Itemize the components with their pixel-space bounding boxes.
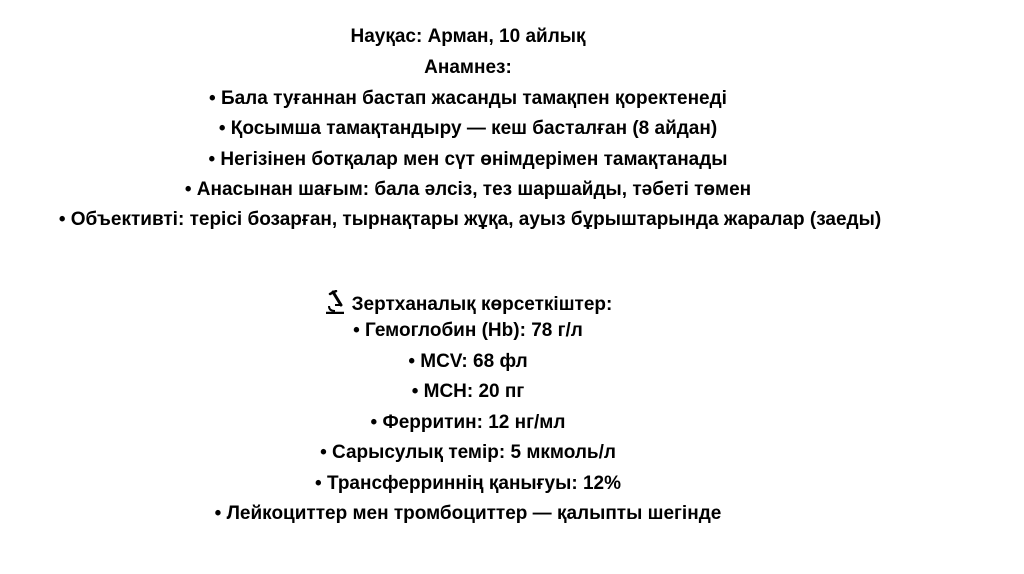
anamnesis-item-diet: • Негізінен ботқалар мен сүт өнімдерімен тамақтанады: [208, 149, 728, 170]
labs-heading: Зертханалық көрсеткіштер:: [351, 294, 613, 315]
anamnesis-item-feeding: • Бала туғаннан бастап жасанды тамақпен қоректенеді: [209, 88, 727, 109]
lab-item-wbc-platelets: • Лейкоциттер мен тромбоциттер — қалыпты шегінде: [214, 503, 722, 524]
lab-item-transferrin-saturation: • Трансферриннің қанығуы: 12%: [315, 473, 621, 494]
anamnesis-item-objective: • Объективті: терісі бозарған, тырнақтары жұқа, ауыз бұрыштарында жаралар (заеды): [58, 209, 882, 230]
anamnesis-item-complementary: • Қосымша тамақтандыру — кеш басталған (8 айдан): [218, 118, 718, 139]
lab-item-ferritin: • Ферритин: 12 нг/мл: [370, 412, 566, 433]
microscope-icon: [324, 290, 346, 314]
lab-item-hb: • Гемоглобин (Hb): 78 г/л: [353, 320, 583, 341]
lab-item-mch: • MCH: 20 пг: [411, 381, 525, 402]
patient-title: Науқас: Арман, 10 айлық: [350, 26, 586, 47]
lab-item-serum-iron: • Сарысулық темір: 5 мкмоль/л: [320, 442, 616, 463]
anamnesis-heading: Анамнез:: [424, 57, 512, 78]
labs-heading-row: [0, 290, 936, 316]
anamnesis-item-complaint: • Анасынан шағым: бала әлсіз, тез шаршайды, тәбеті төмен: [184, 179, 752, 200]
lab-item-mcv: • MCV: 68 фл: [408, 351, 528, 372]
